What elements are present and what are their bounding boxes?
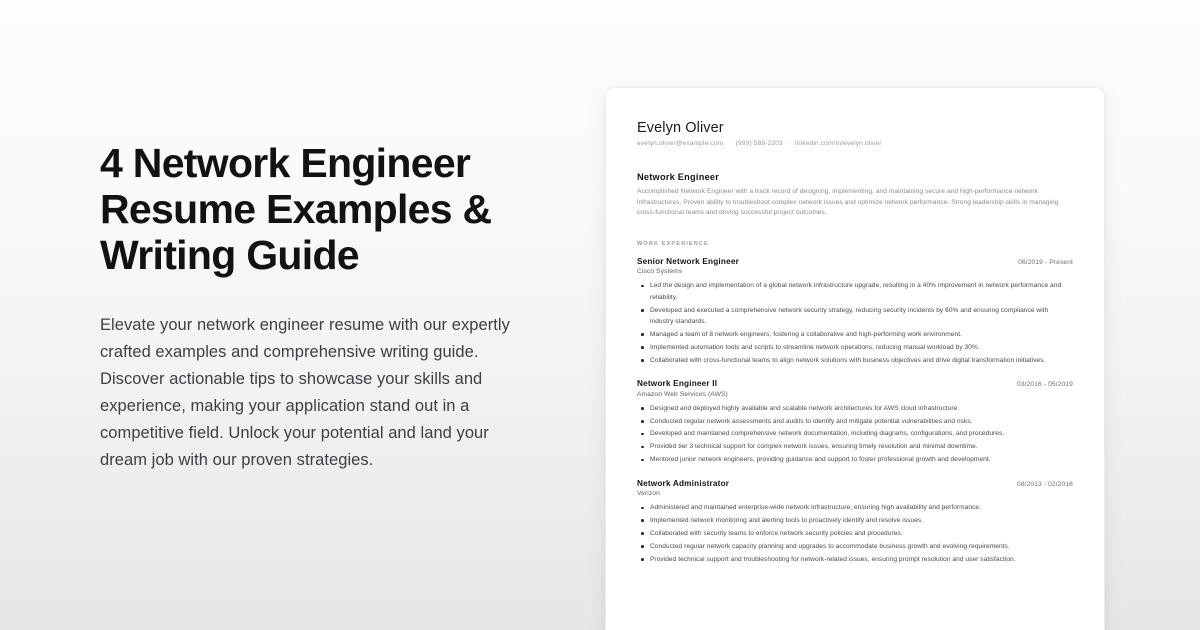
job-bullet: Developed and executed a comprehensive network security strategy, reducing security incidents by 60% and ensuring compliance with industry standards. xyxy=(637,305,1073,328)
job-dates: 03/2016 - 05/2019 xyxy=(1017,381,1073,389)
resume-contact-line xyxy=(637,140,1073,147)
job-company: Cisco Systems xyxy=(637,268,683,276)
job-bullet: Provided tier 3 technical support for complex network issues, ensuring timely resolution and minimal downtime. xyxy=(637,441,1073,452)
resume-preview-card[interactable] xyxy=(605,87,1105,630)
job-bullet: Conducted regular network capacity planning and upgrades to accommodate business growth and evolving requirements. xyxy=(637,541,1073,552)
resume-candidate-name: Evelyn Oliver xyxy=(637,120,724,136)
job-bullet-list xyxy=(637,280,1073,366)
contact-separator-1: · xyxy=(728,140,731,147)
job-bullet: Conducted regular network assessments and audits to identify and mitigate potential vulnerabilities and risks. xyxy=(637,416,1073,427)
page-title: 4 Network Engineer Resume Examples & Writing Guide xyxy=(100,140,492,278)
job-bullet-list xyxy=(637,403,1073,466)
job-title: Network Administrator xyxy=(637,478,730,488)
job-bullet: Administered and maintained enterprise-wide network infrastructure, ensuring high availability and performance. xyxy=(637,502,1073,513)
job-company: Amazon Web Services (AWS) xyxy=(637,390,728,398)
resume-job-entry xyxy=(637,379,1073,466)
job-bullet: Designed and deployed highly available and scalable network architectures for AWS cloud infrastructure. xyxy=(637,403,1073,414)
job-header xyxy=(637,379,1073,388)
job-dates: 06/2019 - Present xyxy=(1018,258,1073,266)
resume-job-entry xyxy=(637,479,1073,566)
job-header xyxy=(637,479,1073,488)
job-title: Network Engineer II xyxy=(637,379,718,389)
job-bullet: Collaborated with cross-functional teams to align network solutions with business objectives and drive digital transformation initiatives. xyxy=(637,355,1073,366)
job-bullet-list xyxy=(637,502,1073,565)
job-header xyxy=(637,257,1073,266)
resume-job-entry xyxy=(637,257,1073,366)
contact-phone: (999) 588-2203 xyxy=(735,140,783,147)
job-bullet: Mentored junior network engineers, providing guidance and support to foster professional growth and development. xyxy=(637,454,1073,465)
contact-email: evelyn.oliver@example.com xyxy=(637,140,724,147)
contact-separator-2: · xyxy=(787,140,791,147)
job-company: Verizon xyxy=(637,490,660,498)
promo-column xyxy=(100,140,540,474)
contact-linkedin: linkedin.com/in/evelyn.oliver xyxy=(795,140,882,147)
resume-headline: Network Engineer xyxy=(637,172,720,182)
job-bullet: Led the design and implementation of a global network infrastructure upgrade, resulting in a 40% improvement in network performance and reliability. xyxy=(637,280,1073,303)
job-dates: 08/2013 - 02/2016 xyxy=(1017,480,1073,488)
job-bullet: Implemented network monitoring and alerting tools to proactively identify and resolve issues. xyxy=(637,515,1073,526)
job-bullet: Provided technical support and troubleshooting for network-related issues, ensuring prompt resolution and user satisfaction. xyxy=(637,554,1073,565)
job-bullet: Developed and maintained comprehensive network documentation, including diagrams, configurations, and procedures. xyxy=(637,428,1073,439)
job-title: Senior Network Engineer xyxy=(637,256,739,266)
resume-summary: Accomplished Network Engineer with a track record of designing, implementing, and maintaining secure and high-performance network infrastructures. Proven ability to troubleshoot complex network issues and optimize network performance. Strong leadership skills in managing cross-functional teams and driving successful project outcomes. xyxy=(637,188,1059,217)
job-bullet: Collaborated with security teams to enforce network security policies and procedures. xyxy=(637,528,1073,539)
resume-section-label-work-experience: WORK EXPERIENCE xyxy=(637,240,709,247)
promo-description: Elevate your network engineer resume with our expertly crafted examples and comprehensive writing guide. Discover actionable tips to showcase your skills and experience, making your application stand out in a competitive field. Unlock your potential and land your dream job with our proven strategies. xyxy=(100,316,510,469)
job-bullet: Implemented automation tools and scripts to streamline network operations, reducing manual workload by 30%. xyxy=(637,342,1073,353)
job-bullet: Managed a team of 8 network engineers, fostering a collaborative and high-performing work environment. xyxy=(637,329,1073,340)
